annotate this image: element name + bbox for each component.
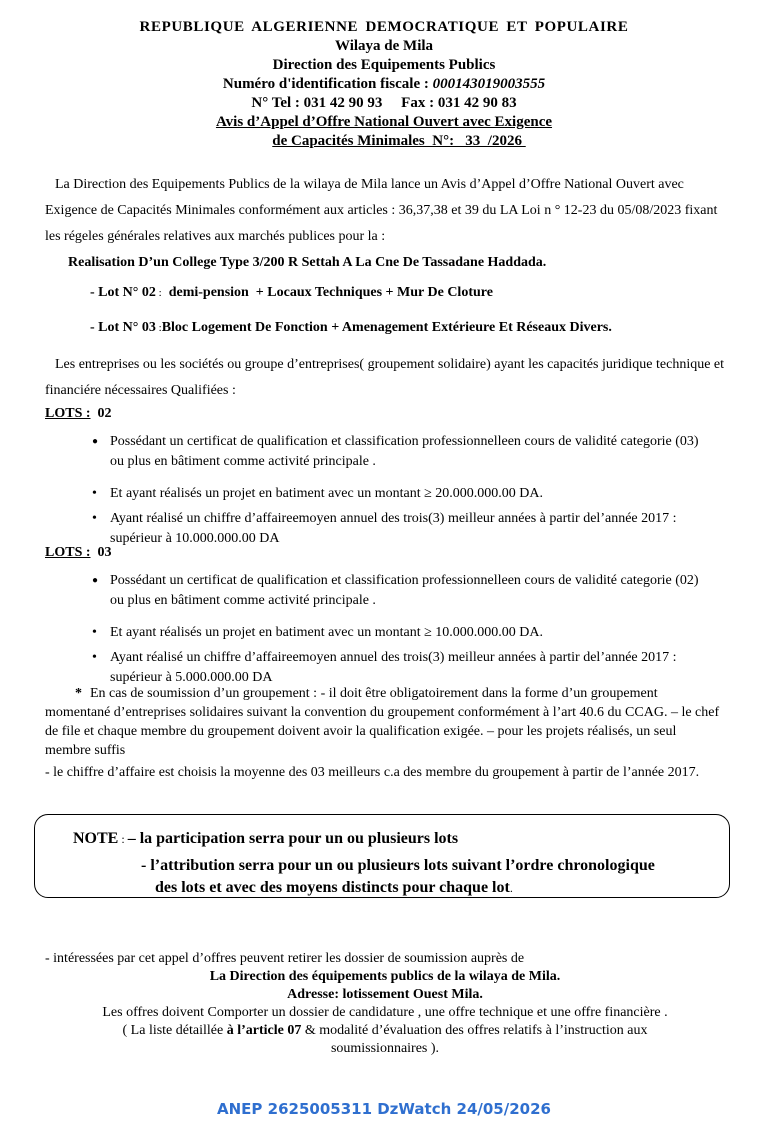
lot-03-text: Bloc Logement De Fonction + Amenagement Extérieure Et Réseaux Divers. — [161, 320, 612, 335]
lots-label-text: LOTS : — [45, 545, 91, 560]
bullet-icon: • — [92, 486, 97, 501]
anep-reference: ANEP 2625005311 DzWatch 24/05/2026 — [217, 1100, 551, 1118]
note-text3: des lots et avec des moyens distincts pour chaque lot — [155, 879, 510, 896]
bullet-icon: • — [92, 625, 97, 640]
footer-list — [45, 1022, 725, 1058]
chiffre-affaire-paragraph: - le chiffre d’affaire est choisis la moyenne des 03 meilleurs c.a des membre du groupement à partir de l’année 2017. — [45, 765, 700, 780]
lots-number: 03 — [97, 545, 112, 560]
list-item — [92, 484, 702, 504]
bullet-icon: ● — [92, 436, 99, 447]
groupement-text: En cas de soumission d’un groupement : - il doit être obligatoirement dans la forme d’un groupement momentané d’entreprises solidaires suivant la convention du groupement conformément à l’art 40.6 du CCAG. – le chef de file et chaque membre du groupement doivent avoir la qualification exigée. – pour les projets réalisés, un seul membre suffis — [45, 686, 720, 758]
bullet-icon: ● — [92, 575, 99, 586]
lot-03-prefix: - Lot N° 03 — [90, 320, 156, 335]
republic-line: REPUBLIQUE ALGERIENNE DEMOCRATIQUE ET POPULAIRE — [139, 19, 629, 35]
header-block — [0, 18, 768, 151]
star-marker: * — [75, 686, 82, 701]
nif-label: Numéro d'identification fiscale : — [222, 76, 429, 92]
lots-number: 02 — [97, 406, 112, 421]
requirement-text: Possédant un certificat de qualification et classification professionnelleen cours de validité categorie (03) ou plus en bâtiment comme activité principale . — [110, 434, 699, 469]
lot-03-line — [90, 320, 612, 336]
notice-title-line2: de Capacités Minimales N°: 33 /2026 — [272, 133, 526, 149]
lot-02-sep: : — [155, 287, 162, 299]
requirement-text: Ayant réalisé un chiffre d’affaireemoyen annuel des trois(3) meilleur années à partir del’année 2017 : supérieur à 5.000.000.00 DA — [110, 650, 677, 685]
note-sep: : — [118, 832, 128, 846]
notice-title-line1: Avis d’Appel d’Offre National Ouvert avec Exigence — [215, 114, 553, 130]
requirement-text: Possédant un certificat de qualification et classification professionnelleen cours de validité categorie (02) ou plus en bâtiment comme activité principale . — [110, 573, 699, 608]
list-item — [92, 509, 702, 549]
direction-line: Direction des Equipements Publics — [272, 57, 496, 73]
footer-offers: Les offres doivent Comporter un dossier de candidature , une offre technique et une offre financière . — [102, 1005, 668, 1020]
groupement-paragraph — [45, 684, 725, 760]
lots-03-requirements — [92, 571, 702, 693]
list-item — [92, 432, 702, 472]
note-line1 — [73, 830, 458, 848]
lots-03-label — [45, 545, 112, 561]
list-item — [92, 648, 702, 688]
lot-02-line — [90, 285, 493, 301]
nif-value: 000143019003555 — [432, 76, 546, 92]
footer-list-c: & modalité d’évaluation des offres relatifs à l’instruction aux soumissionnaires ). — [301, 1023, 648, 1056]
note-text1: – la participation serra pour un ou plusieurs lots — [127, 830, 459, 847]
note-line3 — [155, 879, 513, 897]
footer-block — [45, 950, 725, 1058]
list-item — [92, 623, 702, 643]
lot-03-sep: : — [155, 322, 162, 334]
eligibility-paragraph: Les entreprises ou les sociétés ou groupe d’entreprises( groupement solidaire) ayant les capacités juridique technique et financiére nécessaires Qualifiées : — [45, 357, 725, 398]
wilaya-line: Wilaya de Mila — [334, 38, 434, 54]
requirement-text: Et ayant réalisés un projet en batiment avec un montant ≥ 10.000.000.00 DA. — [110, 625, 544, 640]
intro-paragraph: La Direction des Equipements Publics de la wilaya de Mila lance un Avis d’Appel d’Offre National Ouvert avec Exigence de Capacités Minimales conformément aux articles : 36,37,38 et 39 du LA Loi n ° 12-23 du 05/08/2023 fixant les régeles générales relatives aux marchés publices pour la : — [45, 177, 718, 244]
footer-address: Adresse: lotissement Ouest Mila. — [287, 987, 483, 1002]
lot-02-prefix: - Lot N° 02 — [90, 285, 156, 300]
note-line2: - l’attribution serra pour un ou plusieurs lots suivant l’ordre chronologique — [141, 857, 655, 874]
lots-02-label — [45, 406, 112, 422]
footer-list-a: ( La liste détaillée — [122, 1023, 227, 1038]
requirement-text: Et ayant réalisés un projet en batiment avec un montant ≥ 20.000.000.00 DA. — [110, 486, 544, 501]
contact-line: N° Tel : 031 42 90 93 Fax : 031 42 90 83 — [251, 95, 517, 111]
lots-02-requirements — [92, 432, 702, 554]
lots-label-text: LOTS : — [45, 406, 91, 421]
nif-line — [0, 75, 768, 94]
list-item — [92, 571, 702, 611]
note-box — [34, 814, 730, 898]
bullet-icon: • — [92, 650, 97, 665]
project-title: Realisation D’un College Type 3/200 R Settah A La Cne De Tassadane Haddada. — [68, 255, 547, 270]
note-line3-end: . — [509, 881, 513, 895]
bullet-icon: • — [92, 511, 97, 526]
lot-02-text: demi-pension + Locaux Techniques + Mur De Cloture — [161, 285, 493, 300]
footer-intro: - intéressées par cet appel d’offres peuvent retirer les dossier de soumission auprès de — [45, 951, 525, 966]
requirement-text: Ayant réalisé un chiffre d’affaireemoyen annuel des trois(3) meilleur années à partir del’année 2017 : supérieur à 10.000.000.00 DA — [110, 511, 677, 546]
footer-direction: La Direction des équipements publics de la wilaya de Mila. — [209, 969, 561, 984]
footer-list-article: à l’article 07 — [226, 1023, 302, 1038]
note-label: NOTE — [73, 830, 119, 847]
